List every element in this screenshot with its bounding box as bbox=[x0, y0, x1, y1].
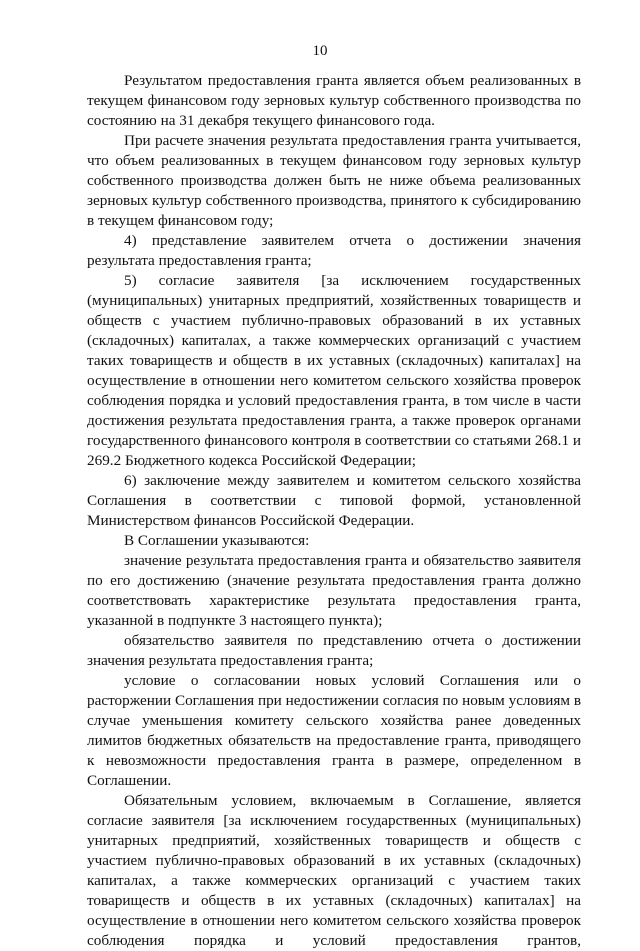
paragraph-result-definition: Результатом предоставления гранта является объем реализованных в текущем финансовом году зерновых культур собственного производства по состоянию на 31 декабря текущего финансового года. bbox=[87, 72, 581, 129]
page-number: 10 bbox=[312, 43, 328, 59]
paragraph-item-4-report: 4) представление заявителем отчета о достижении значения результата предоставления гранта; bbox=[87, 232, 581, 269]
paragraph-agreement-new-conditions: условие о согласовании новых условий Соглашения или о расторжении Соглашения при недостижении согласия по новым условиям в случае уменьшения комитету сельского хозяйства ранее доведенных лимитов бюджетных обязательств на предоставление гранта, приводящего к невозможности предоставления гранта в размере, определенном в Соглашении. bbox=[87, 672, 581, 789]
document-body bbox=[87, 71, 581, 951]
paragraph-agreement-intro: В Соглашении указываются: bbox=[124, 532, 310, 549]
paragraph-agreement-report-obligation: обязательство заявителя по представлению отчета о достижении значения результата предоставления гранта; bbox=[87, 632, 581, 669]
paragraph-mandatory-condition: Обязательным условием, включаемым в Соглашение, является согласие заявителя [за исключением государственных (муниципальных) унитарных предприятий, хозяйственных товариществ и обществ с участием публично-правовых образований в их уставных (складочных) капиталах, а также коммерческих организаций с участием таких товариществ и обществ в их уставных (складочных) капиталах] на осуществление в отношении него комитетом сельского хозяйства проверок соблюдения порядка и условий предоставления грантов, bbox=[87, 792, 581, 949]
paragraph-result-calculation: При расчете значения результата предоставления гранта учитывается, что объем реализованных в текущем финансовом году зерновых культур собственного производства должен быть не ниже объема реализованных зерновых культур собственного производства, принятого к субсидированию в текущем финансовом году; bbox=[87, 132, 581, 229]
paragraph-agreement-result-value: значение результата предоставления гранта и обязательство заявителя по его достижению (значение результата предоставления гранта должно соответствовать характеристике результата предоставления гранта, указанной в подпункте 3 настоящего пункта); bbox=[87, 552, 581, 629]
paragraph-item-5-consent: 5) согласие заявителя [за исключением государственных (муниципальных) унитарных предприятий, хозяйственных товариществ и обществ с участием публично-правовых образований в их уставных (складочных) капиталах, а также коммерческих организаций с участием таких товариществ и обществ в их уставных (складочных) капиталах] на осуществление в отношении него комитетом сельского хозяйства проверок соблюдения порядка и условий предоставления гранта, в том числе в части достижения результата предоставления гранта, а также проверок органами государственного финансового контроля в соответствии со статьями 268.1 и 269.2 Бюджетного кодекса Российской Федерации; bbox=[87, 272, 581, 469]
paragraph-item-6-agreement: 6) заключение между заявителем и комитетом сельского хозяйства Соглашения в соответствии с типовой формой, установленной Министерством финансов Российской Федерации. bbox=[87, 472, 581, 529]
